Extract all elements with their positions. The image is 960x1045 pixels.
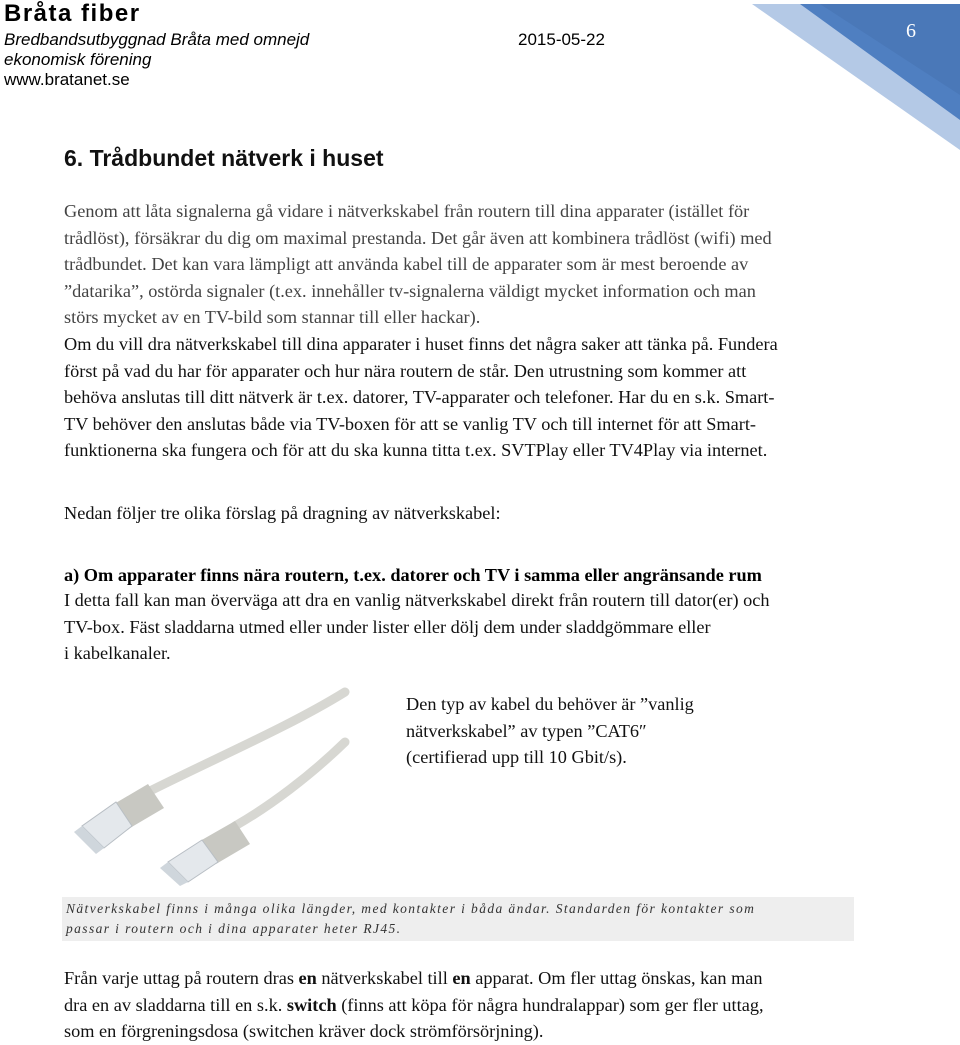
text-line: trådbundet. Det kan vara lämpligt att använda kabel till de apparater som är mest beroende av [64,254,749,274]
network-cable-image [60,686,350,886]
org-subtitle: Bredbandsutbyggnad Bråta med omnejd [4,30,310,49]
text-line: som en förgreningsdosa (switchen kräver dock strömförsörjning). [64,1021,544,1041]
text-run: apparat. Om fler uttag önskas, kan man [470,968,763,988]
text-line: TV-box. Fäst sladdarna utmed eller under lister eller dölj dem under sladdgömmare eller [64,616,711,637]
image-caption [62,897,854,941]
page-number: 6 [906,20,916,42]
option-a-title: a) Om apparater finns nära routern, t.ex. datorer och TV i samma eller angränsande rum [64,565,762,585]
org-url[interactable]: www.bratanet.se [4,70,130,89]
emphasis: switch [286,994,337,1015]
rj45-connector-2 [160,821,250,886]
text-line: först på vad du har för apparater och hur nära routern de står. Den utrustning som kommer att [64,360,747,381]
text-line: TV behöver den anslutas både via TV-boxen för att se vanlig TV och till internet för att Smart- [64,413,756,434]
emphasis: en [298,968,317,988]
rj45-connector-1 [74,784,164,854]
text-run: nätverkskabel till [316,968,453,988]
text-line: behöva anslutas till ditt nätverk är t.ex. datorer, TV-apparater och telefoner. Har du en s.k. Smart- [64,387,775,407]
text-line: ”datarika”, ostörda signaler (t.ex. innehåller tv-signalerna väldigt mycket information och man [64,280,756,301]
text-line: störs mycket av en TV-bild som stannar till eller hackar). [64,307,481,327]
final-paragraph [64,965,914,1045]
intro-paragraph [64,198,894,331]
text-line: Genom att låta signalerna gå vidare i nätverkskabel från routern till dina apparater (istället för [64,201,750,221]
section-heading: 6. Trådbundet nätverk i huset [64,145,384,171]
text-run: dra en av sladdarna till en s.k. [64,994,287,1015]
considerations-paragraph [64,331,894,464]
text-line: i kabelkanaler. [64,643,171,663]
emphasis: en [452,968,471,988]
cable-type-note [406,691,806,771]
text-line: Om du vill dra nätverkskabel till dina apparater i huset finns det några saker att tänka på. Fundera [64,334,778,354]
text-line [64,965,914,992]
text-line: Den typ av kabel du behöver är ”vanlig [406,694,694,714]
cable-wire-2 [235,742,345,826]
text-line: (certifierad upp till 10 Gbit/s). [406,747,627,767]
org-type: ekonomisk förening [4,50,152,69]
text-line: trådlöst), försäkrar du dig om maximal prestanda. Det går även att kombinera trådlöst (wifi) med [64,227,772,248]
caption-line: passar i routern och i dina apparater heter RJ45. [66,921,402,936]
proposals-intro: Nedan följer tre olika förslag på dragning av nätverkskabel: [64,503,501,523]
caption-line: Nätverkskabel finns i många olika längder, med kontakter i båda ändar. Standarden för kontakter som [66,901,756,916]
document-date: 2015-05-22 [518,30,605,49]
org-name: Bråta fiber [4,0,141,27]
page-corner-decoration [740,0,960,150]
option-a-text [64,587,894,667]
text-line: nätverkskabel” av typen ”CAT6″ [406,720,647,741]
cable-wire-1 [150,692,345,791]
text-line [64,992,914,1019]
text-line: I detta fall kan man överväga att dra en vanlig nätverkskabel direkt från routern till dator(er) och [64,590,770,610]
text-line: funktionerna ska fungera och för att du ska kunna titta t.ex. SVTPlay eller TV4Play via internet. [64,440,768,460]
text-run: Från varje uttag på routern dras [64,968,299,988]
text-run: (finns att köpa för några hundralappar) som ger fler uttag, [336,994,764,1015]
